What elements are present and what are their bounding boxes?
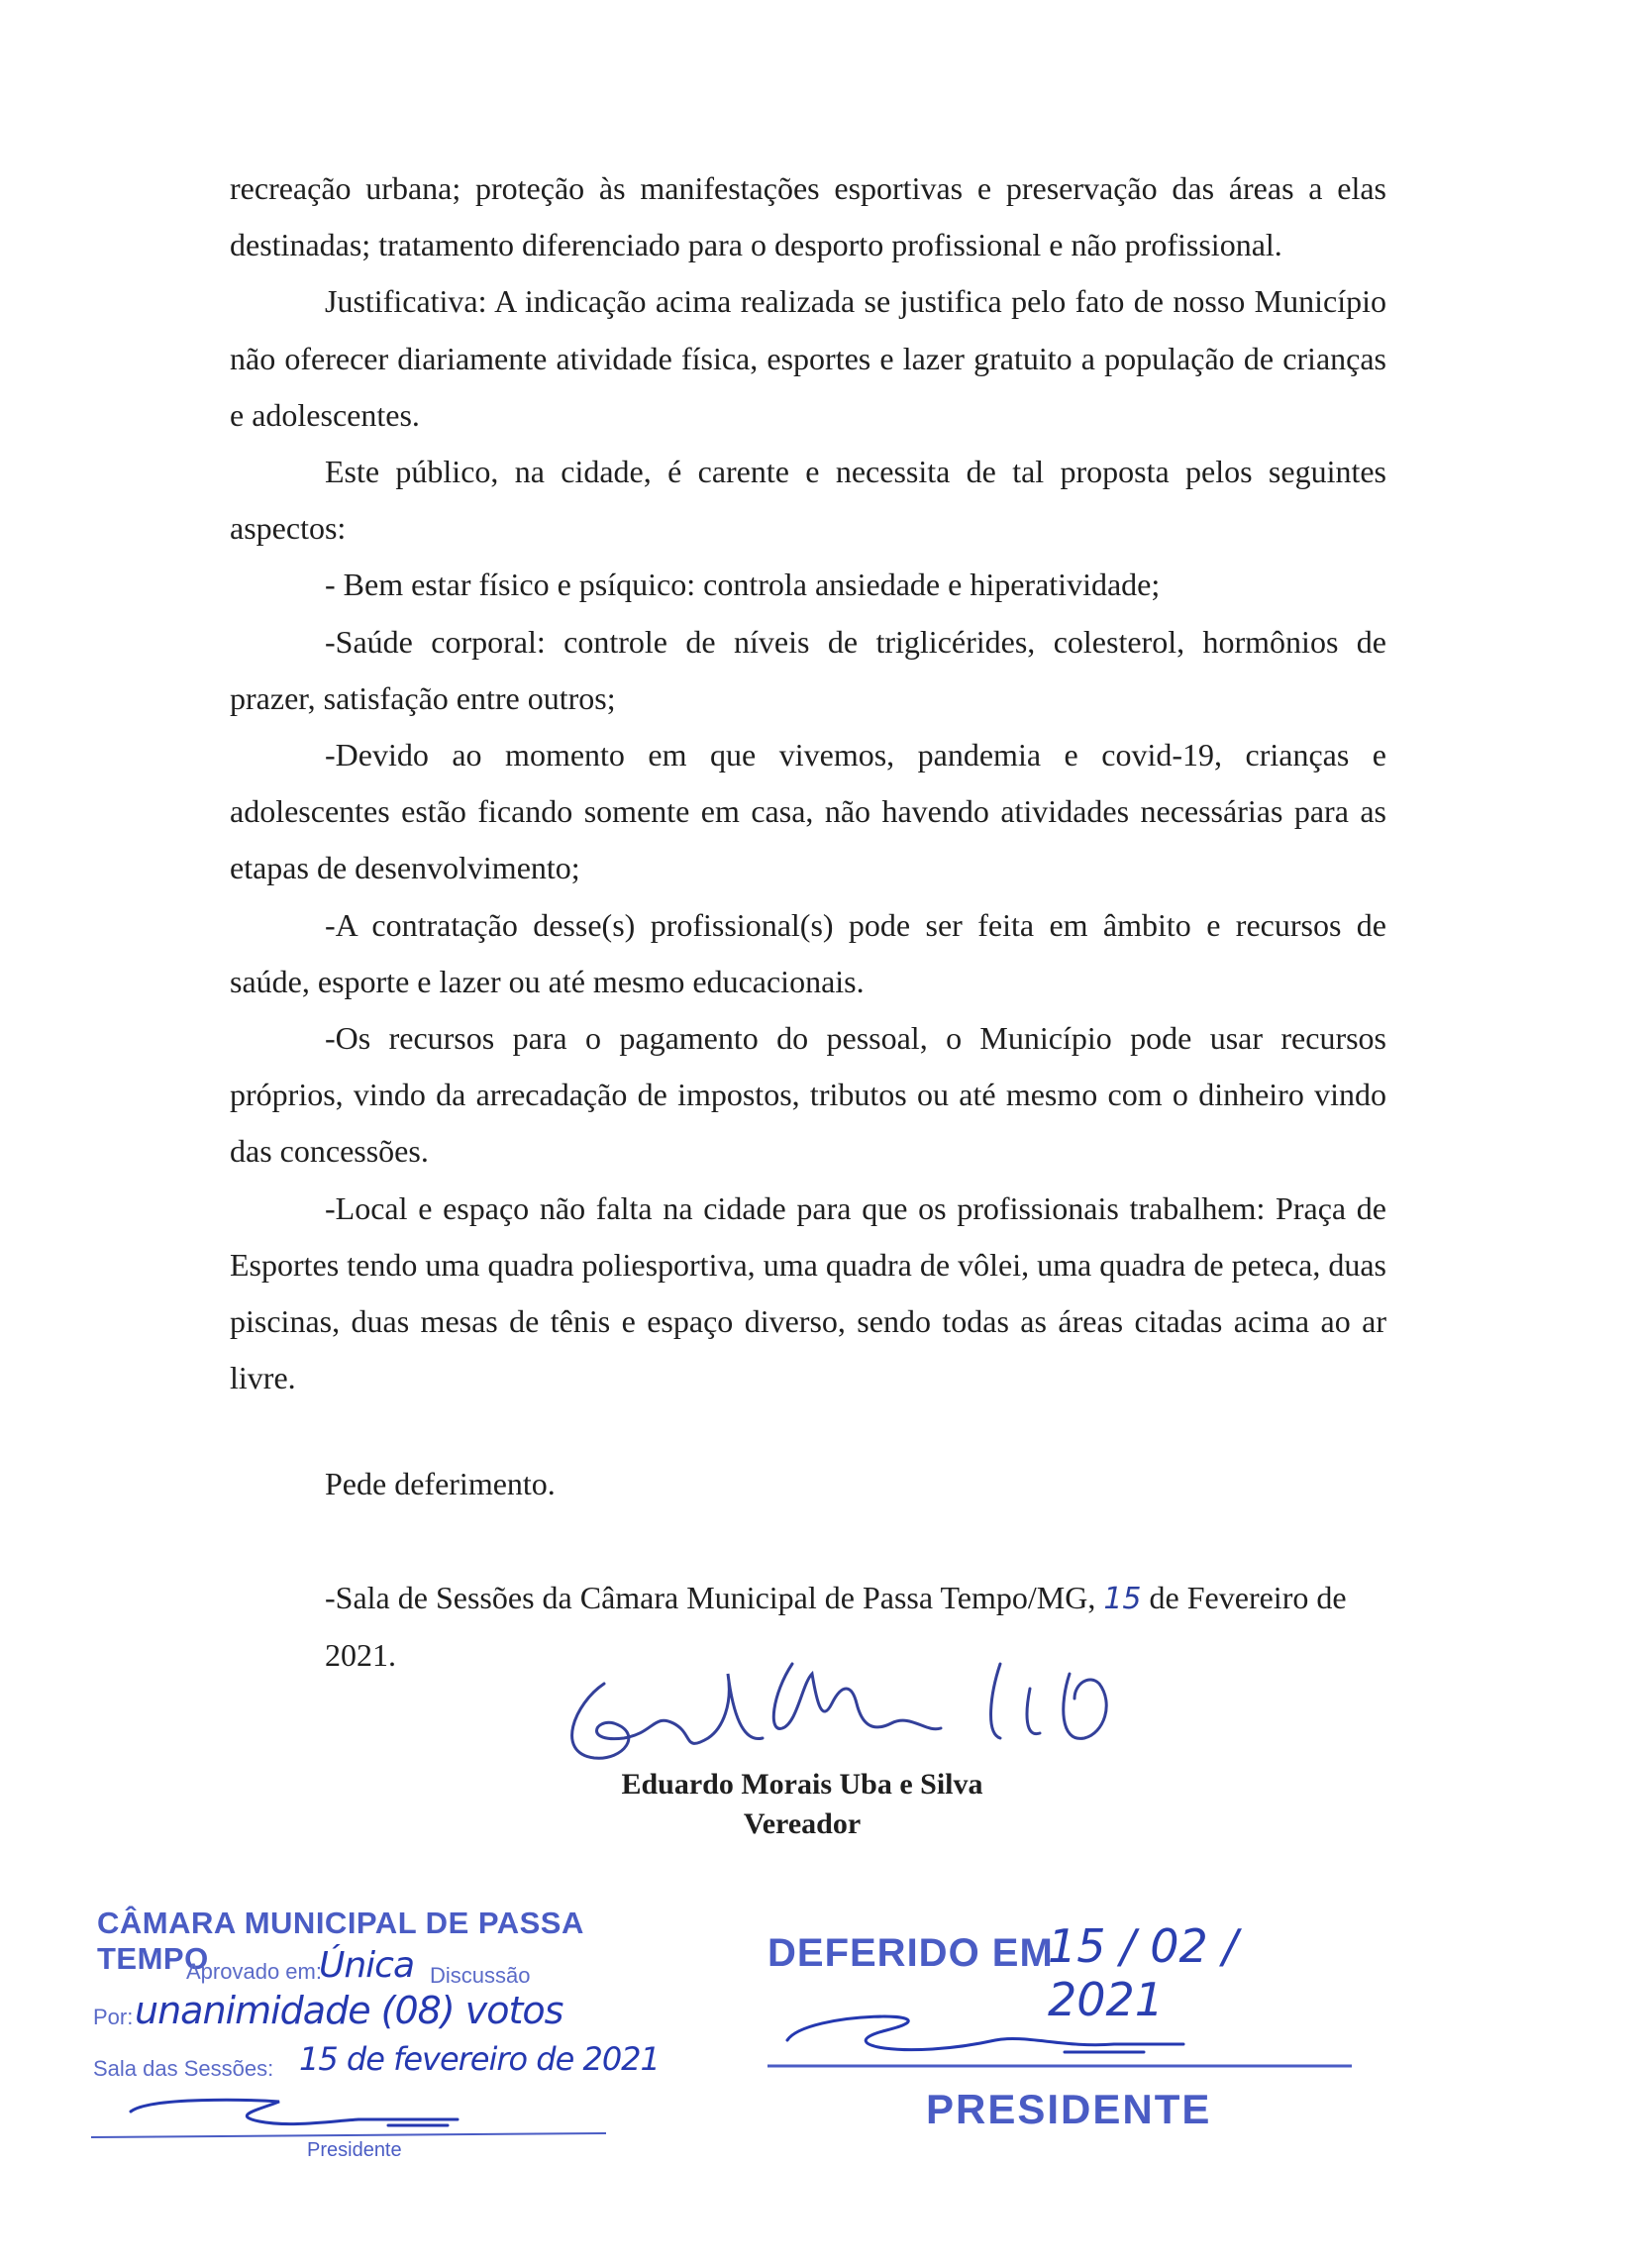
- deferral-signature: [767, 1991, 1362, 2080]
- discussion-label: Discussão: [430, 1963, 531, 1988]
- list-item-hiring: -A contratação desse(s) profissional(s) pode ser feita em âmbito e recursos de saúde, esporte e lazer ou até mesmo educacionais.: [230, 906, 1386, 999]
- deferral-stamp: [767, 1911, 1362, 2169]
- list-item-wellbeing: - Bem estar físico e psíquico: controla ansiedade e hiperatividade;: [325, 567, 1161, 603]
- signer-name: Eduardo Morais Uba e Silva: [621, 1768, 983, 1801]
- stamp-president-label: Presidente: [307, 2139, 402, 2161]
- signature-scribble: [535, 1644, 1149, 1783]
- stamp-header: CÂMARA MUNICIPAL DE PASSA TEMPO: [97, 1906, 583, 1976]
- approved-label: Aprovado em:: [186, 1959, 322, 1984]
- list-item-pandemic: -Devido ao momento em que vivemos, pandemia e covid-19, crianças e adolescentes estão ficando somente em casa, não havendo atividades necessárias para as etapas de desenvolvimento;: [230, 737, 1386, 886]
- by-value: unanimidade (08) votos: [135, 1989, 563, 2032]
- signer-role: Vereador: [743, 1807, 862, 1840]
- signer-block: [555, 1765, 1050, 1844]
- paragraph-audience: Este público, na cidade, é carente e necessita de tal proposta pelos seguintes aspectos:: [230, 454, 1386, 547]
- deferred-label: DEFERIDO EM: [767, 1931, 1054, 1975]
- session-label: Sala das Sessões:: [93, 2056, 274, 2081]
- deferral-president-label: PRESIDENTE: [926, 2086, 1212, 2132]
- place-date-prefix: -Sala de Sessões da Câmara Municipal de Passa Tempo/MG,: [325, 1580, 1096, 1615]
- list-item-funding: -Os recursos para o pagamento do pessoal, o Município pode usar recursos próprios, vindo da arrecadação de impostos, tributos ou até mesmo com o dinheiro vindo das concessões.: [230, 1020, 1386, 1170]
- list-item-locations: -Local e espaço não falta na cidade para que os profissionais trabalhem: Praça de Esportes tendo uma quadra poliesportiva, uma quadra de vôlei, uma quadra de peteca, duas piscinas, duas mesas de tênis e espaço diverso, sendo todas as áreas citadas acima ao ar livre.: [230, 1189, 1386, 1396]
- place-date-suffix: de Fevereiro de 2021.: [325, 1580, 1347, 1673]
- session-value: 15 de fevereiro de 2021: [299, 2040, 660, 2078]
- paragraph-continuation: recreação urbana; proteção às manifestações esportivas e preservação das áreas a elas destinadas; tratamento diferenciado para o desporto profissional e não profissional.: [230, 170, 1386, 263]
- paragraph-justification: Justificativa: A indicação acima realizada se justifica pelo fato de nosso Município não oferecer diariamente atividade física, esportes e lazer gratuito a população de crianças e adolescentes.: [230, 283, 1386, 433]
- stamp-signature: [91, 2082, 665, 2141]
- by-label: Por:: [93, 2005, 134, 2029]
- document-body: [230, 160, 1386, 1406]
- deferred-date: 15 / 02 / 2021: [1048, 1919, 1238, 2026]
- place-date-day: 15: [1103, 1582, 1142, 1616]
- closing-request: Pede deferimento.: [325, 1466, 556, 1501]
- list-item-health: -Saúde corporal: controle de níveis de triglicérides, colesterol, hormônios de prazer, satisfação entre outros;: [230, 623, 1386, 716]
- approved-value: Única: [319, 1945, 415, 1986]
- approval-stamp: [91, 1898, 665, 2195]
